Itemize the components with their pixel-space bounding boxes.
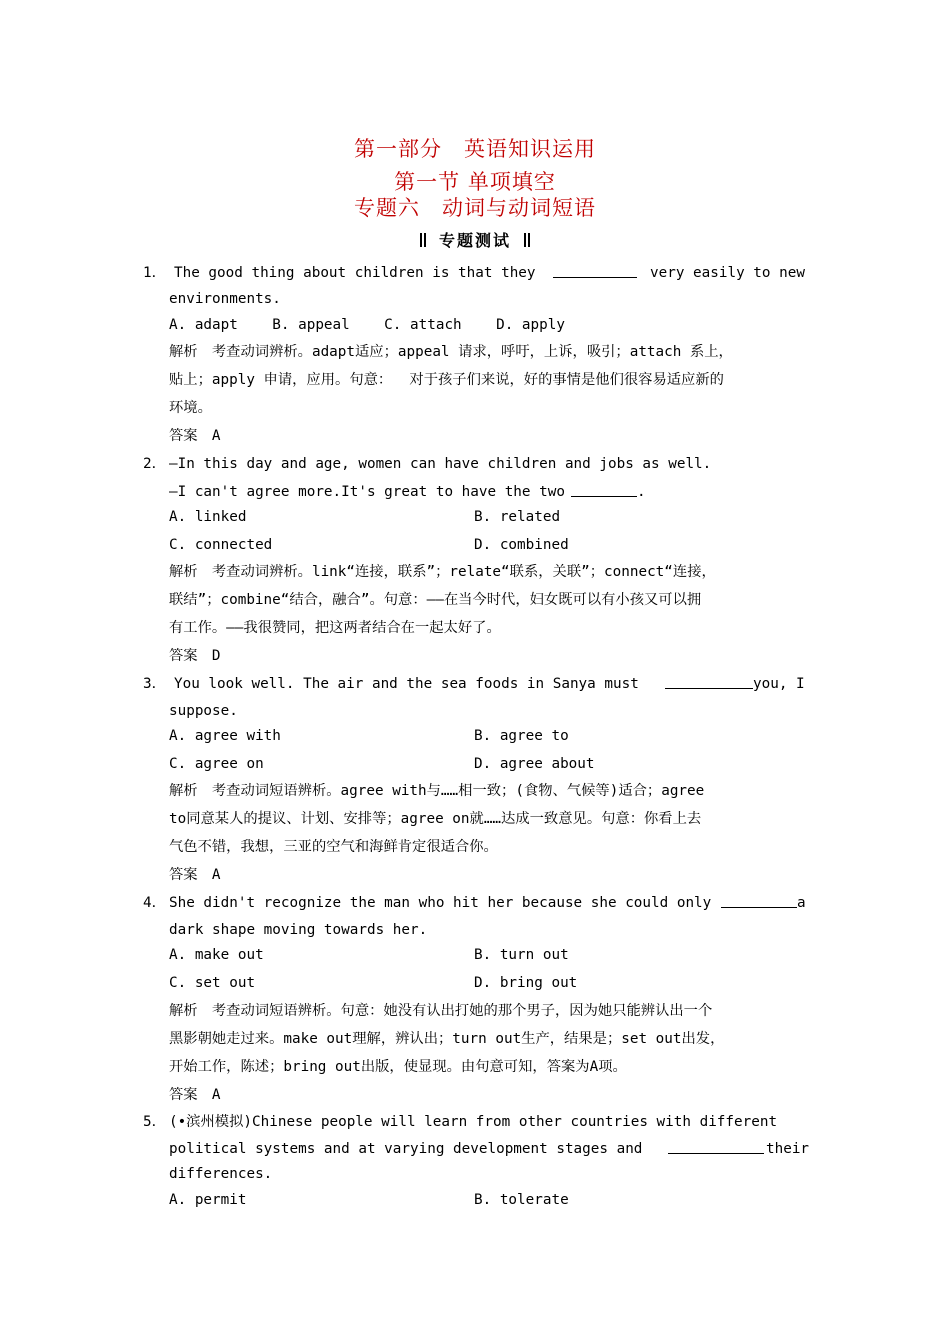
question-3-analysis-1: 解析 考查动词短语辨析。agree with与……相一致；(食物、气候等)适合；agree bbox=[169, 783, 705, 799]
question-2-blank bbox=[571, 482, 637, 503]
question-3-option-d: D. agree about bbox=[474, 756, 595, 772]
question-3-option-a: A. agree with bbox=[169, 728, 281, 744]
question-2-analysis-1: 解析 考查动词辨析。link“连接，联系”；relate“联系，关联”；connect“连接， bbox=[169, 564, 716, 580]
question-2-option-a: A. linked bbox=[169, 509, 247, 525]
question-3-answer: 答案 A bbox=[169, 867, 221, 883]
question-3-analysis-3: 气色不错，我想，三亚的空气和海鲜肯定很适合你。 bbox=[169, 839, 498, 855]
question-2-option-b: B. related bbox=[474, 509, 561, 525]
question-4-option-b: B. turn out bbox=[474, 947, 569, 963]
question-2-stem-end: . bbox=[637, 484, 646, 500]
title-block bbox=[0, 133, 950, 255]
question-3-analysis-2: to同意某人的提议、计划、安排等；agree on就……达成一致意见。句意：你看上去 bbox=[169, 811, 702, 827]
question-5-stem-b: their bbox=[766, 1141, 810, 1157]
question-5-option-b: B. tolerate bbox=[474, 1192, 569, 1208]
question-5-option-a: A. permit bbox=[169, 1192, 247, 1208]
bar-icon bbox=[528, 233, 530, 247]
topic-title: 专题六 动词与动词短语 bbox=[354, 196, 596, 220]
question-4-analysis-3: 开始工作，陈述；bring out出版，使显现。由句意可知，答案为A项。 bbox=[169, 1059, 627, 1075]
bar-icon bbox=[424, 233, 426, 247]
question-2-analysis-3: 有工作。——我很赞同，把这两者结合在一起太好了。 bbox=[169, 620, 501, 636]
question-4-stem-line2: dark shape moving towards her. bbox=[169, 922, 428, 938]
test-title-row bbox=[0, 227, 950, 255]
question-2-analysis-2: 联结”；combine“结合，融合”。句意：——在当今时代，妇女既可以有小孩又可以拥 bbox=[169, 592, 702, 608]
question-3-stem-b: you, I bbox=[753, 676, 805, 692]
question-5-stem-line2: political systems and at varying development stages and bbox=[169, 1141, 643, 1157]
question-1-blank bbox=[553, 263, 637, 284]
question-2-number: 2． bbox=[143, 456, 166, 472]
question-1-stem-a: The good thing about children is that they bbox=[174, 265, 536, 281]
question-1-options: A. adapt B. appeal C. attach D. apply bbox=[169, 317, 565, 333]
question-2-option-c: C. connected bbox=[169, 537, 273, 553]
question-4-analysis-2: 黑影朝她走过来。make out理解，辨认出；turn out生产，结果是；set out出发， bbox=[169, 1031, 725, 1047]
question-1-analysis-3: 环境。 bbox=[169, 400, 212, 416]
question-3-blank bbox=[665, 674, 753, 695]
question-1-stem-b: very easily to new bbox=[650, 265, 805, 281]
bar-icon bbox=[524, 233, 526, 247]
question-4-option-a: A. make out bbox=[169, 947, 264, 963]
question-5-stem-line1: (•滨州模拟)Chinese people will learn from other countries with different bbox=[169, 1114, 778, 1130]
question-4-option-d: D. bring out bbox=[474, 975, 578, 991]
question-2-option-d: D. combined bbox=[474, 537, 569, 553]
question-5-stem-line3: differences. bbox=[169, 1166, 273, 1182]
question-3-number: 3． bbox=[143, 676, 166, 692]
question-3-stem-a: You look well. The air and the sea foods in Sanya must bbox=[174, 676, 639, 692]
question-3-option-c: C. agree on bbox=[169, 756, 264, 772]
question-3-stem-line2: suppose. bbox=[169, 703, 238, 719]
question-1-number: 1． bbox=[143, 265, 166, 281]
question-4-stem-a: She didn't recognize the man who hit her because she could only bbox=[169, 895, 712, 911]
question-1-stem-line2: environments. bbox=[169, 291, 281, 307]
question-2-answer: 答案 D bbox=[169, 648, 221, 664]
question-4-stem-b: a bbox=[797, 895, 806, 911]
question-1-analysis-1: 解析 考查动词辨析。adapt适应；appeal 请求，呼吁，上诉，吸引；attach 系上， bbox=[169, 344, 733, 360]
question-4-answer: 答案 A bbox=[169, 1087, 221, 1103]
test-title: 专题测试 bbox=[438, 231, 511, 250]
question-3-option-b: B. agree to bbox=[474, 728, 569, 744]
question-4-option-c: C. set out bbox=[169, 975, 256, 991]
bar-icon bbox=[420, 233, 422, 247]
question-5-number: 5． bbox=[143, 1114, 166, 1130]
question-1-answer: 答案 A bbox=[169, 428, 221, 444]
question-5-blank bbox=[668, 1139, 764, 1160]
question-4-analysis-1: 解析 考查动词短语辨析。句意：她没有认出打她的那个男子，因为她只能辨认出一个 bbox=[169, 1003, 713, 1019]
part-title: 第一部分 英语知识运用 bbox=[354, 137, 596, 161]
question-4-blank bbox=[721, 893, 797, 914]
section-title: 第一节 单项填空 bbox=[394, 170, 556, 194]
question-2-stem-line1: —In this day and age, women can have children and jobs as well. bbox=[169, 456, 712, 472]
question-4-number: 4． bbox=[143, 895, 166, 911]
question-1-analysis-2: 贴上；apply 申请，应用。句意： 对于孩子们来说，好的事情是他们很容易适应新的 bbox=[169, 372, 724, 388]
question-2-stem-line2: —I can't agree more.It's great to have the two bbox=[169, 484, 565, 500]
